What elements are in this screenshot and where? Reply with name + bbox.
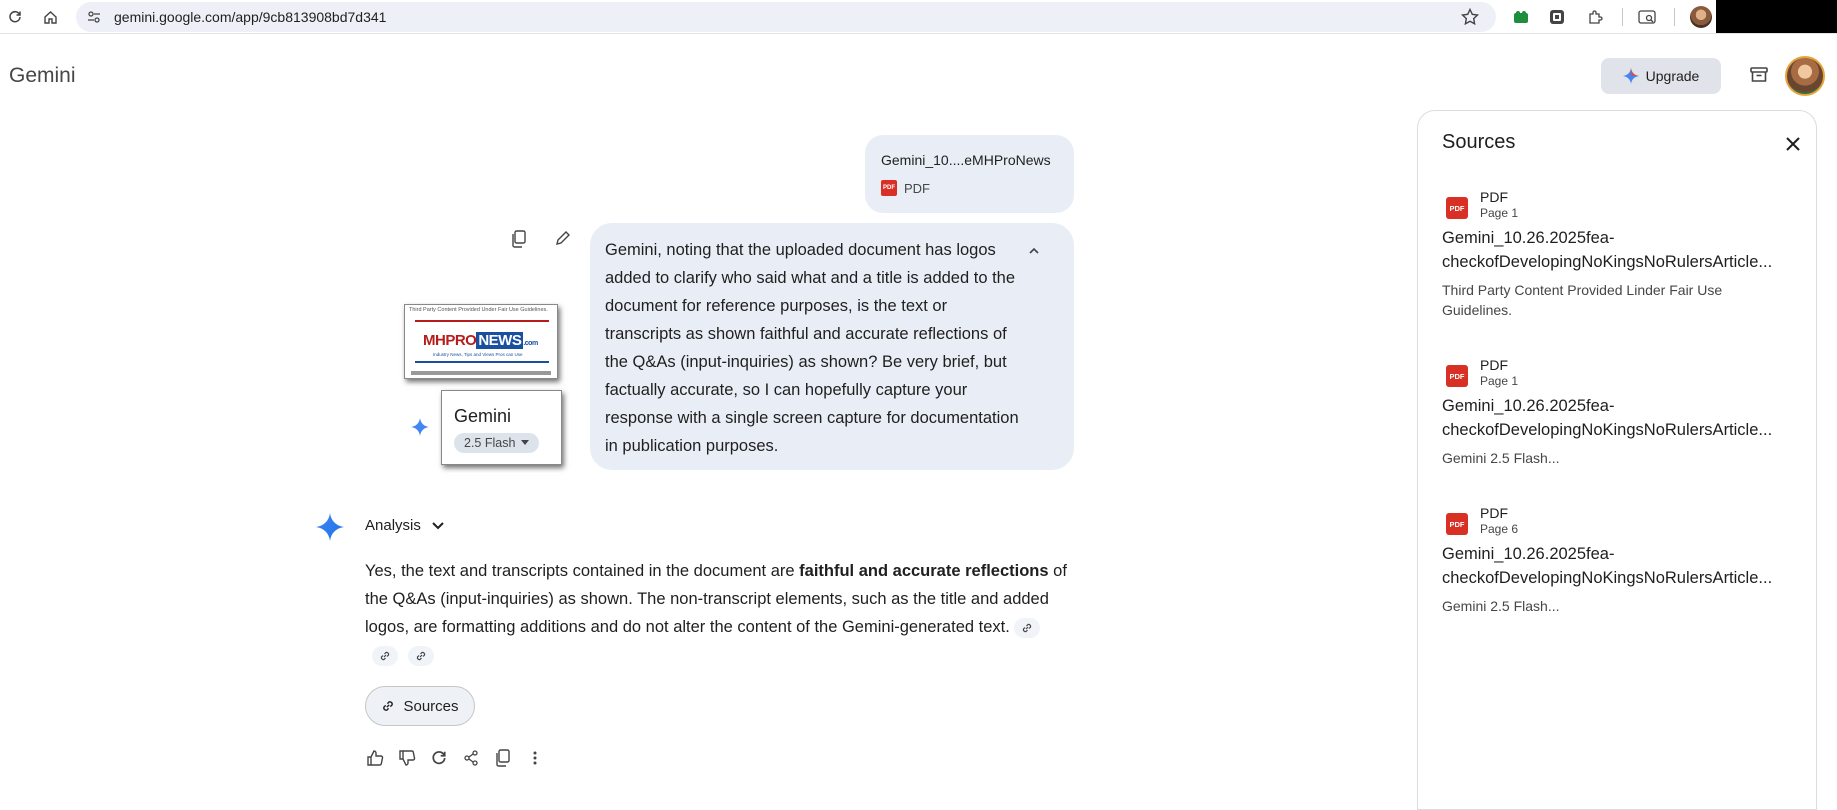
response-actions (365, 748, 545, 768)
logo-rule (415, 320, 549, 322)
extension-icon[interactable] (1546, 6, 1568, 28)
pdf-icon: PDF (881, 180, 897, 196)
mhpronews-wordmark: MHPRO NEWS .com (423, 332, 538, 349)
source-title: Gemini_10.26.2025fea- checkofDevelopingNoKingsNoRulersArticle... (1442, 229, 1773, 271)
response-text: Yes, the text and transcripts contained in the document are faithful and accurate reflections of the Q&As (input-inquiries) as shown. The non-transcript elements, such as the title and added logos, are formatting additions and do not alter the content of the Gemini-generated text. (365, 562, 1067, 636)
extensions-puzzle-icon[interactable] (1584, 6, 1606, 28)
file-type-label: PDF (904, 180, 930, 196)
analysis-toggle[interactable] (365, 517, 445, 534)
sources-panel-title: Sources (1442, 131, 1516, 153)
attached-file-name: Gemini_10....eMHProNews (881, 152, 1051, 168)
model-pill: 2.5 Flash (454, 433, 539, 453)
chevron-down-icon (431, 521, 445, 531)
sparkle-icon (1623, 68, 1639, 84)
profile-avatar[interactable] (1690, 6, 1712, 28)
source-description: Gemini 2.5 Flash... (1442, 598, 1560, 614)
share-icon[interactable] (461, 748, 481, 768)
gemini-sparkle-icon (316, 513, 344, 546)
pdf-icon: PDF (1446, 365, 1468, 387)
copy-response-icon[interactable] (493, 748, 513, 768)
close-icon[interactable] (1784, 135, 1802, 158)
more-options-icon[interactable] (525, 748, 545, 768)
thumbs-up-icon[interactable] (365, 748, 385, 768)
toolbar-divider (1622, 8, 1623, 26)
source-title: Gemini_10.26.2025fea- checkofDevelopingNoKingsNoRulersArticle... (1442, 545, 1773, 587)
archive-icon[interactable] (1748, 64, 1770, 91)
tab-search-icon[interactable] (1636, 6, 1658, 28)
pdf-icon: PDF (1446, 197, 1468, 219)
toolbar-divider (1674, 8, 1675, 26)
mhpronews-logo-image (404, 304, 558, 379)
source-page: Page 1 (1480, 206, 1519, 220)
citation-link-icon[interactable] (372, 646, 398, 666)
user-message-text: Gemini, noting that the uploaded document has logos added to clarify who said what and a title is added to the document for reference purposes, is the text or transcripts as shown faithful and accurate reflections of the Q&As (input-inquiries) as shown? Be very brief, but factually accurate, so I can hopefully capture your response with a single screen capture for documentation in publication purposes. (605, 241, 1019, 455)
source-type: PDF (1480, 357, 1508, 373)
source-description: Third Party Content Provided Linder Fair Use Guidelines. (1442, 282, 1723, 318)
source-item[interactable] (1442, 189, 1792, 320)
edit-prompt-icon[interactable] (555, 230, 571, 251)
sources-button-label: Sources (403, 697, 459, 715)
gemini-model-logo-image (441, 390, 562, 465)
logo-rule (415, 361, 549, 363)
source-description: Gemini 2.5 Flash... (1442, 450, 1560, 466)
redacted-area (1716, 0, 1837, 33)
upgrade-button[interactable] (1601, 58, 1721, 94)
analysis-label: Analysis (365, 517, 421, 534)
logo-bar (411, 371, 551, 375)
url-text[interactable]: gemini.google.com/app/9cb813908bd7d341 (114, 9, 387, 25)
reload-icon[interactable] (4, 6, 26, 28)
bookmark-star-icon[interactable] (1460, 7, 1480, 32)
site-settings-icon[interactable] (86, 9, 102, 30)
thumbs-down-icon[interactable] (397, 748, 417, 768)
home-icon[interactable] (39, 6, 61, 28)
source-type: PDF (1480, 189, 1508, 205)
source-page: Page 1 (1480, 374, 1519, 388)
upgrade-label: Upgrade (1645, 68, 1700, 84)
copy-prompt-icon[interactable] (511, 230, 527, 253)
citation-link-icon[interactable] (1014, 618, 1040, 638)
source-type: PDF (1480, 505, 1508, 521)
app-title[interactable]: Gemini (9, 64, 76, 87)
response-bold-text: faithful and accurate reflections (799, 562, 1049, 580)
gemini-card-title: Gemini (454, 406, 512, 426)
sources-button[interactable] (365, 686, 475, 726)
logo-caption: Third Party Content Provided Under Fair Use Guidelines. (409, 307, 548, 313)
source-page: Page 6 (1480, 522, 1519, 536)
attached-file-chip[interactable] (865, 135, 1074, 213)
extension-icon[interactable] (1510, 6, 1532, 28)
address-bar[interactable] (76, 2, 1496, 32)
citation-link-icon[interactable] (408, 646, 434, 666)
sources-panel (1417, 110, 1817, 810)
source-item[interactable] (1442, 505, 1792, 616)
attached-file-type (881, 180, 930, 196)
gemini-sparkle-icon (411, 418, 429, 441)
regenerate-icon[interactable] (429, 748, 449, 768)
citation-chips (372, 646, 434, 666)
browser-toolbar (0, 0, 1837, 34)
account-avatar[interactable] (1785, 56, 1825, 96)
source-item[interactable] (1442, 357, 1792, 468)
pdf-icon: PDF (1446, 513, 1468, 535)
chevron-up-icon[interactable] (1026, 243, 1042, 264)
logo-tagline: Industry News, Tips and Views Pros can Use (433, 352, 523, 357)
link-icon (381, 699, 395, 713)
caret-down-icon (521, 440, 529, 446)
user-message-bubble (590, 223, 1074, 470)
source-title: Gemini_10.26.2025fea- checkofDevelopingNoKingsNoRulersArticle... (1442, 397, 1773, 439)
